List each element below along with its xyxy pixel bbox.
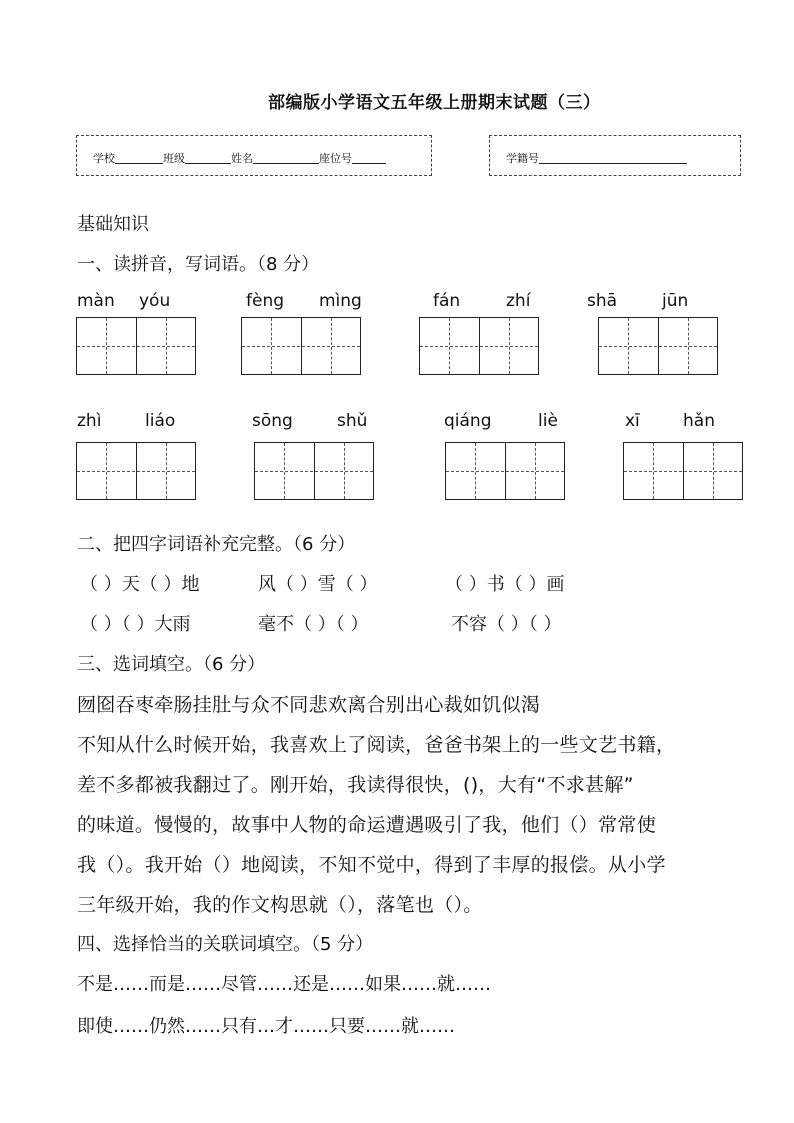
- q2-heading: 二、把四字词语补充完整。（6 分）: [77, 534, 356, 555]
- tianzige-answer-box[interactable]: [623, 442, 743, 500]
- class-field[interactable]: [185, 151, 231, 164]
- pinyin: liáo: [145, 411, 176, 431]
- pinyin: fèng: [246, 291, 285, 311]
- student-id-label: 学籍号: [506, 152, 539, 165]
- tianzige-answer-box[interactable]: [76, 317, 196, 375]
- pinyin: qiáng: [444, 411, 492, 431]
- tianzige-answer-box[interactable]: [445, 442, 565, 500]
- page-title: 部编版小学语文五年级上册期末试题（三）: [268, 93, 601, 113]
- pinyin: shā: [587, 291, 618, 311]
- pinyin: xī: [625, 411, 640, 431]
- section-basic-knowledge: 基础知识: [77, 214, 149, 235]
- school-label: 学校: [93, 152, 115, 165]
- student-info-box: [76, 135, 432, 176]
- idiom-blank[interactable]: 风（ ）雪（ ）: [258, 574, 378, 595]
- word-bank: 囫囵吞枣牵肠挂肚与众不同悲欢离合别出心裁如饥似渴: [77, 694, 541, 716]
- pinyin: jūn: [662, 291, 689, 311]
- idiom-blank[interactable]: 毫不（ ）（ ）: [258, 614, 369, 635]
- q3-heading: 三、选词填空。（6 分）: [77, 654, 266, 675]
- pinyin: yóu: [139, 291, 171, 311]
- student-id-box: [489, 135, 741, 176]
- pinyin: màn: [77, 291, 115, 311]
- student-id-field[interactable]: [539, 151, 687, 164]
- tianzige-answer-box[interactable]: [254, 442, 374, 500]
- pinyin: liè: [538, 411, 558, 431]
- seat-label: 座位号: [319, 152, 352, 165]
- passage-line: 的味道。慢慢的，故事中人物的命运遭遇吸引了我，他们（）常常使: [77, 814, 657, 836]
- passage-line: 不知从什么时候开始，我喜欢上了阅读，爸爸书架上的一些文艺书籍，: [77, 734, 676, 756]
- tianzige-answer-box[interactable]: [419, 317, 539, 375]
- passage-line: 三年级开始，我的作文构思就（），落笔也（）。: [77, 894, 483, 916]
- idiom-blank[interactable]: （ ）（ ）大雨: [80, 614, 191, 635]
- conjunction-options: 不是……而是……尽管……还是……如果……就……: [77, 974, 491, 995]
- tianzige-answer-box[interactable]: [76, 442, 196, 500]
- school-field[interactable]: [115, 151, 163, 164]
- seat-field[interactable]: [352, 151, 386, 164]
- pinyin: zhì: [77, 411, 102, 431]
- name-label: 姓名: [231, 152, 253, 165]
- idiom-blank[interactable]: （ ）书（ ）画: [445, 574, 565, 595]
- passage-line: 差不多都被我翻过了。刚开始，我读得很快，()，大有“不求甚解”: [77, 774, 634, 796]
- idiom-blank[interactable]: （ ）天（ ）地: [80, 574, 200, 595]
- pinyin: hǎn: [683, 411, 715, 431]
- pinyin: zhí: [506, 291, 531, 311]
- q1-heading: 一、读拼音，写词语。（8 分）: [77, 254, 320, 275]
- conjunction-options: 即使……仍然……只有…才……只要……就……: [77, 1016, 455, 1037]
- idiom-blank[interactable]: 不容（ ）（ ）: [451, 614, 562, 635]
- tianzige-answer-box[interactable]: [598, 317, 718, 375]
- q4-heading: 四、选择恰当的关联词填空。（5 分）: [77, 934, 374, 955]
- pinyin: fán: [433, 291, 461, 311]
- class-label: 班级: [163, 152, 185, 165]
- pinyin: shǔ: [337, 411, 368, 431]
- pinyin: sōng: [252, 411, 293, 431]
- student-info-line: [93, 150, 386, 166]
- tianzige-answer-box[interactable]: [241, 317, 361, 375]
- pinyin: mìng: [319, 291, 362, 311]
- student-id-line: [506, 150, 687, 166]
- passage-line: 我（）。我开始（）地阅读，不知不觉中，得到了丰厚的报偿。从小学: [77, 854, 666, 876]
- name-field[interactable]: [253, 151, 319, 164]
